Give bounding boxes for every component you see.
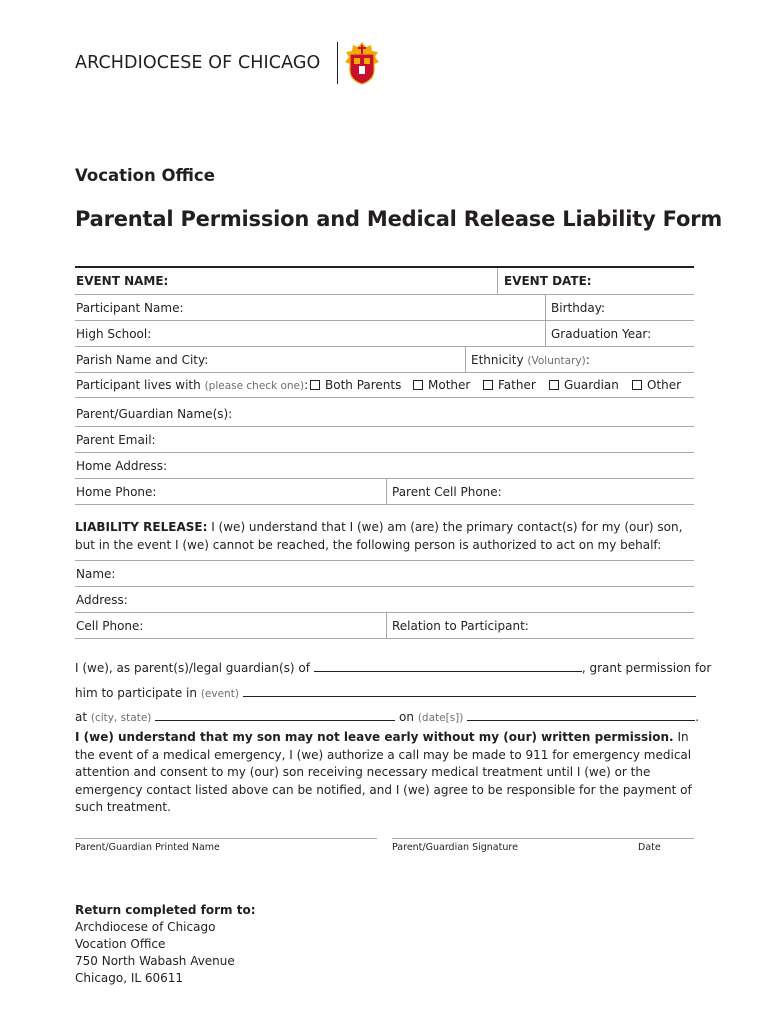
lives-with-colon: : (304, 378, 309, 392)
permission-text: , grant permission for (581, 661, 712, 675)
relation-label: Relation to Participant: (392, 619, 529, 633)
org-name: ARCHDIOCESE OF CHICAGO (75, 53, 321, 73)
printed-name-label: Parent/Guardian Printed Name (75, 842, 220, 853)
form-title: Parental Permission and Medical Release Liability Form (75, 207, 723, 231)
contact-phone-row[interactable] (75, 613, 694, 639)
divider (386, 613, 387, 639)
office-heading: Vocation Office (75, 166, 215, 185)
checkbox-icon[interactable] (632, 380, 642, 390)
lives-with-row (75, 373, 694, 398)
checkbox-icon[interactable] (413, 380, 423, 390)
divider (465, 347, 466, 373)
return-line: Archdiocese of Chicago (75, 920, 216, 934)
option-other[interactable] (632, 378, 681, 392)
return-line: Chicago, IL 60611 (75, 971, 184, 985)
permission-period: . (695, 710, 700, 724)
liability-text: I (we) understand that I (we) am (are) the primary contact(s) for my (our) son, but in the event I (we) cannot be reached, the following person is authorized to act on my behalf: (75, 520, 683, 552)
medical-bold: I (we) understand that my son may not leave early without my (our) written permission. (75, 730, 674, 744)
return-line: 750 North Wabash Avenue (75, 954, 235, 968)
participant-name-label: Participant Name: (76, 301, 184, 315)
contact-address-row[interactable] (75, 587, 694, 613)
parish-label: Parish Name and City: (76, 353, 209, 367)
home-address-row[interactable] (75, 453, 694, 479)
lives-with-text: Participant lives with (76, 378, 201, 392)
parish-row[interactable] (75, 347, 694, 373)
ethnicity-colon: : (585, 353, 590, 367)
guardian-names-row[interactable] (75, 398, 694, 427)
parent-cell-label: Parent Cell Phone: (392, 485, 502, 499)
permission-line-2 (75, 685, 695, 704)
option-label: Father (498, 378, 536, 392)
permission-text: him to participate in (75, 686, 197, 700)
divider (497, 268, 498, 295)
liability-heading: LIABILITY RELEASE: (75, 520, 208, 534)
contact-address-label: Address: (76, 593, 128, 607)
emergency-contact-form (75, 560, 694, 640)
contact-name-label: Name: (76, 567, 116, 581)
home-address-label: Home Address: (76, 459, 168, 473)
liability-paragraph (75, 519, 695, 554)
ethnicity-label (471, 353, 590, 367)
checkbox-icon[interactable] (483, 380, 493, 390)
event-row[interactable] (75, 268, 694, 295)
contact-name-row[interactable] (75, 561, 694, 587)
graduation-year-label: Graduation Year: (551, 327, 652, 341)
permission-line-1 (75, 660, 712, 678)
option-label: Both Parents (325, 378, 402, 392)
permission-text: I (we), as parent(s)/legal guardian(s) of (75, 661, 310, 675)
birthday-label: Birthday: (551, 301, 606, 315)
permission-text: on (399, 710, 414, 724)
option-father[interactable] (483, 378, 536, 392)
participant-form (75, 266, 694, 506)
divider (545, 321, 546, 347)
divider (386, 479, 387, 505)
dates-blank[interactable] (467, 711, 695, 721)
option-label: Guardian (564, 378, 619, 392)
dates-note: (date[s]) (417, 712, 464, 724)
medical-paragraph (75, 729, 695, 817)
ethnicity-note: (Voluntary) (527, 355, 586, 367)
home-phone-label: Home Phone: (76, 485, 157, 499)
lives-with-label (76, 378, 308, 392)
ethnicity-text: Ethnicity (471, 353, 524, 367)
phone-row[interactable] (75, 479, 694, 505)
lives-with-note: (please check one) (204, 380, 305, 392)
participant-name-row[interactable] (75, 295, 694, 321)
city-state-note: (city, state) (90, 712, 152, 724)
city-state-blank[interactable] (155, 711, 395, 721)
permission-line-3 (75, 709, 700, 728)
event-note: (event) (200, 688, 239, 700)
return-heading: Return completed form to: (75, 903, 256, 917)
archdiocese-crest-icon (342, 40, 382, 86)
event-date-label: EVENT DATE: (504, 274, 592, 288)
medical-text: In the event of a medical emergency, I (we) authorize a call may be made to 911 for emergency medical attention and consent to my (our) son receiving necessary medical treatment until I (we) or the emergency contact listed above can be notified, and I (we) agree to be responsible for the payment of such treatment. (75, 730, 692, 814)
high-school-label: High School: (76, 327, 152, 341)
event-blank[interactable] (243, 687, 696, 697)
checkbox-icon[interactable] (549, 380, 559, 390)
signature-label: Parent/Guardian Signature (392, 842, 518, 853)
checkbox-icon[interactable] (310, 380, 320, 390)
header-divider (337, 42, 338, 84)
option-both-parents[interactable] (310, 378, 401, 392)
contact-cell-label: Cell Phone: (76, 619, 144, 633)
return-line: Vocation Office (75, 937, 166, 951)
son-name-blank[interactable] (314, 662, 582, 672)
event-name-label: EVENT NAME: (76, 274, 169, 288)
option-mother[interactable] (413, 378, 470, 392)
printed-name-line[interactable] (75, 838, 377, 839)
high-school-row[interactable] (75, 321, 694, 347)
return-block (75, 902, 256, 987)
permission-text: at (75, 710, 88, 724)
signature-line[interactable] (392, 838, 694, 839)
option-label: Mother (428, 378, 471, 392)
date-label: Date (638, 842, 661, 853)
parent-email-label: Parent Email: (76, 433, 156, 447)
divider (545, 295, 546, 321)
parent-email-row[interactable] (75, 427, 694, 453)
guardian-names-label: Parent/Guardian Name(s): (76, 407, 233, 421)
option-label: Other (647, 378, 682, 392)
option-guardian[interactable] (549, 378, 619, 392)
